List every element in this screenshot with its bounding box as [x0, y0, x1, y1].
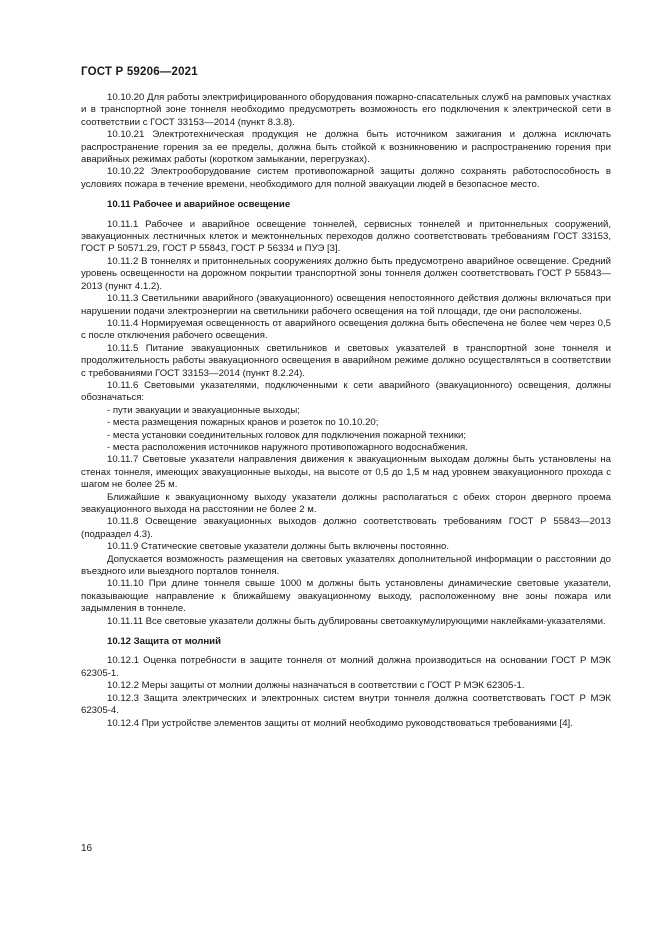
paragraph: 10.11.4 Нормируемая освещенность от аварийного освещения должна быть обеспечена не более чем через 0,5 с после отключения рабочего освещения. — [81, 317, 611, 342]
list-item: - места установки соединительных головок для подключения пожарной техники; — [107, 429, 467, 441]
paragraph: 10.11.2 В тоннелях и притоннельных сооружениях должно быть предусмотрено аварийное освещение. Средний уровень освещенности на дорожном покрытии транспортной зоны тоннеля должен соответствовать ГОСТ Р 55843—2013 (пункт 4.1.2). — [81, 255, 611, 292]
paragraph: 10.12.3 Защита электрических и электронных систем внутри тоннеля должна соответствовать ГОСТ Р МЭК 62305-4. — [81, 692, 611, 717]
paragraph: Допускается возможность размещения на световых указателях дополнительной информации о расстоянии до въездного или выездного порталов тоннеля. — [81, 553, 611, 578]
paragraph: 10.12.2 Меры защиты от молнии должны назначаться в соответствии с ГОСТ Р МЭК 62305-1. — [107, 680, 525, 692]
page-number: 16 — [81, 843, 93, 854]
paragraph: 10.11.7 Световые указатели направления движения к эвакуационным выходам должны быть установлены на стенах тоннеля, имеющих эвакуационные выходы, на высоте от 0,5 до 1,5 м над уровнем эвакуационного прохода с шагом не более 25 м. — [81, 454, 611, 491]
document-body — [81, 92, 611, 730]
list-item: - места размещения пожарных кранов и розеток по 10.10.20; — [107, 417, 379, 429]
paragraph: 10.10.20 Для работы электрифицированного оборудования пожарно-спасательных служб на рамповых участках и в транспортной зоне тоннеля необходимо предусмотреть возможность его подключения к электрической сети в соответствии с ГОСТ 33153—2014 (пункт 8.3.8). — [81, 92, 611, 128]
list-item: - пути эвакуации и эвакуационные выходы; — [107, 404, 300, 416]
paragraph: 10.11.3 Светильники аварийного (эвакуационного) освещения непостоянного действия должны включаться при нарушении подачи электроэнергии на светильники рабочего освещения на той площади, где они расположены. — [81, 293, 611, 317]
list-item: - места расположения источников наружного противопожарного водоснабжения. — [107, 441, 468, 453]
paragraph: 10.11.11 Все световые указатели должны быть дублированы светоаккумулирующими наклейками-указателями. — [107, 615, 606, 627]
paragraph: 10.11.8 Освещение эвакуационных выходов должно соответствовать требованиям ГОСТ Р 55843—2013 (подраздел 4.3). — [81, 516, 611, 540]
paragraph: 10.10.21 Электротехническая продукция не должна быть источником зажигания и должна исключать распространение горения за ее пределы, должна быть стойкой к возникновению и распространению горения при аварийных режимах работы (коротком замыкании, перегрузках). — [81, 129, 611, 166]
paragraph: Ближайшие к эвакуационному выходу указатели должны располагаться с обеих сторон дверного проема эвакуационного выхода на расстоянии не более 2 м. — [81, 491, 611, 515]
document-header: ГОСТ Р 59206—2021 — [81, 66, 198, 78]
paragraph: 10.12.1 Оценка потребности в защите тоннеля от молний должна производиться на основании ГОСТ Р МЭК 62305-1. — [81, 655, 611, 679]
paragraph: 10.11.6 Световыми указателями, подключенными к сети аварийного (эвакуационного) освещения, должны обозначаться: — [81, 379, 611, 404]
paragraph: 10.10.22 Электрооборудование систем противопожарной защиты должно сохранять работоспособность в условиях пожара в течение времени, необходимого для полной эвакуации людей в безопасное место. — [81, 166, 611, 190]
paragraph: 10.11.9 Статические световые указатели должны быть включены постоянно. — [107, 541, 450, 553]
section-heading: 10.11 Рабочее и аварийное освещение — [107, 199, 291, 211]
paragraph: 10.12.4 При устройстве элементов защиты от молний необходимо руководствоваться требованиями [4]. — [107, 717, 573, 729]
paragraph: 10.11.10 При длине тоннеля свыше 1000 м должны быть установлены динамические световые указатели, показывающие направление к ближайшему эвакуационному выходу, расположенному вне зоны пожара или задымления в тоннеле. — [81, 578, 611, 615]
section-heading: 10.12 Защита от молний — [107, 636, 221, 648]
paragraph: 10.11.1 Рабочее и аварийное освещение тоннелей, сервисных тоннелей и притоннельных сооружений, эвакуационных лестничных клеток и межтоннельных переходов должно соответствовать требованиям ГОСТ 33153, ГОСТ Р 50571.29, ГОСТ Р 55843, ГОСТ Р 56334 и ПУЭ [3]. — [81, 218, 611, 255]
paragraph: 10.11.5 Питание эвакуационных светильников и световых указателей в транспортной зоне тоннеля и продолжительность работы эвакуационного освещения в аварийном режиме должно осуществляться в соответствии с требованиями ГОСТ 33153—2014 (пункт 8.2.24). — [81, 342, 611, 379]
